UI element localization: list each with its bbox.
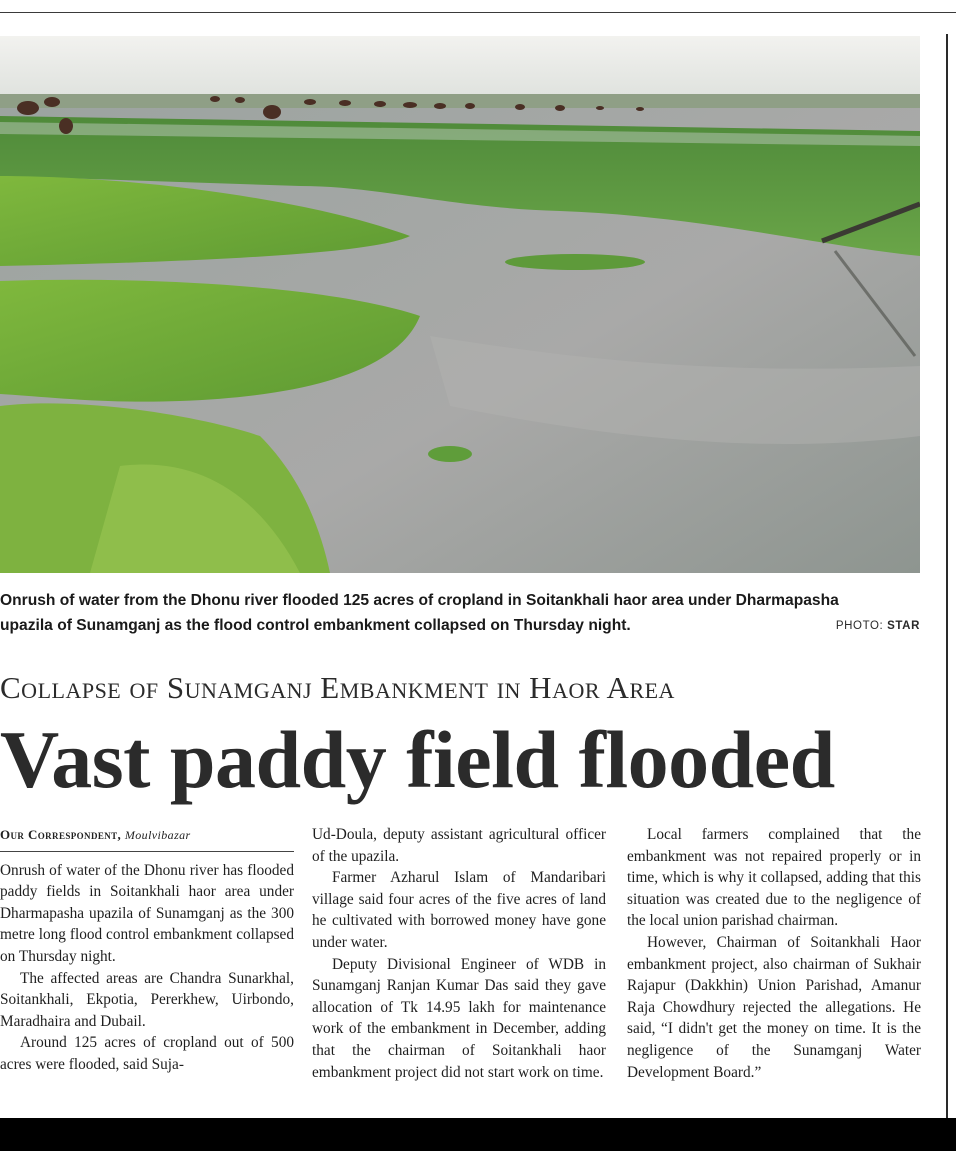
photo-credit-name: STAR [887,620,920,632]
photo-credit-prefix: PHOTO: [835,620,884,632]
paragraph: Around 125 acres of cropland out of 500 acres were flooded, said Suja- [0,1034,294,1073]
paragraph: Onrush of water of the Dhonu river has flooded paddy fields in Soitankhali haor area under Dharmapasha upazila of Sunamganj as the 300 metre long flood control embankment collapsed on Thursday night. [0,861,294,965]
top-rule [0,12,956,13]
photo-credit [836,620,920,632]
caption-line-2: upazila of Sunamganj as the flood control embankment collapsed on Thursday night. [0,617,631,634]
article-column-3 [627,824,921,1083]
flooded-field-photo [0,36,920,573]
article-column-1 [0,824,294,1076]
caption-line-1: Onrush of water from the Dhonu river flooded 125 acres of cropland in Soitankhali haor area under Dharmapasha [0,592,839,609]
byline-author: Our Correspondent, [0,827,122,842]
paragraph: Local farmers complained that the embankment was not repaired properly or in time, which is why it collapsed, adding that this situation was created due to the negligence of the local union parishad chairman. [627,826,921,930]
paragraph: Deputy Divisional Engineer of WDB in Sunamganj Ranjan Kumar Das said they gave allocation of Tk 14.95 lakh for maintenance work of the embankment in December, adding that the chairman of Soitankhali haor embankment project did not start work on time. [312,955,606,1081]
kicker-headline: Collapse of Sunamganj Embankment in Haor Area [0,670,675,705]
bottom-black-bar [0,1118,956,1151]
byline-location: Moulvibazar [124,828,191,842]
main-headline: Vast paddy field flooded [0,714,835,805]
photo-caption [0,588,920,638]
paragraph: Ud-Doula, deputy assistant agricultural officer of the upazila. [312,826,606,865]
column-rule [946,34,948,1124]
paragraph: However, Chairman of Soitankhali Haor embankment project, also chairman of Sukhair Rajapur (Dakkhin) Union Parishad, Amanur Raja Chowdhury rejected the allegations. He said, “I didn't get the money on time. It is the negligence of the Sunamganj Water Development Board.” [627,933,921,1081]
paragraph: The affected areas are Chandra Sunarkhal, Soitankhali, Ekpotia, Pererkhew, Uirbondo, Maradhaira and Dubail. [0,969,294,1030]
article-column-2 [312,824,606,1083]
paragraph: Farmer Azharul Islam of Mandaribari village said four acres of the five acres of land he cultivated with borrowed money have gone under water. [312,869,606,951]
byline [0,824,294,852]
